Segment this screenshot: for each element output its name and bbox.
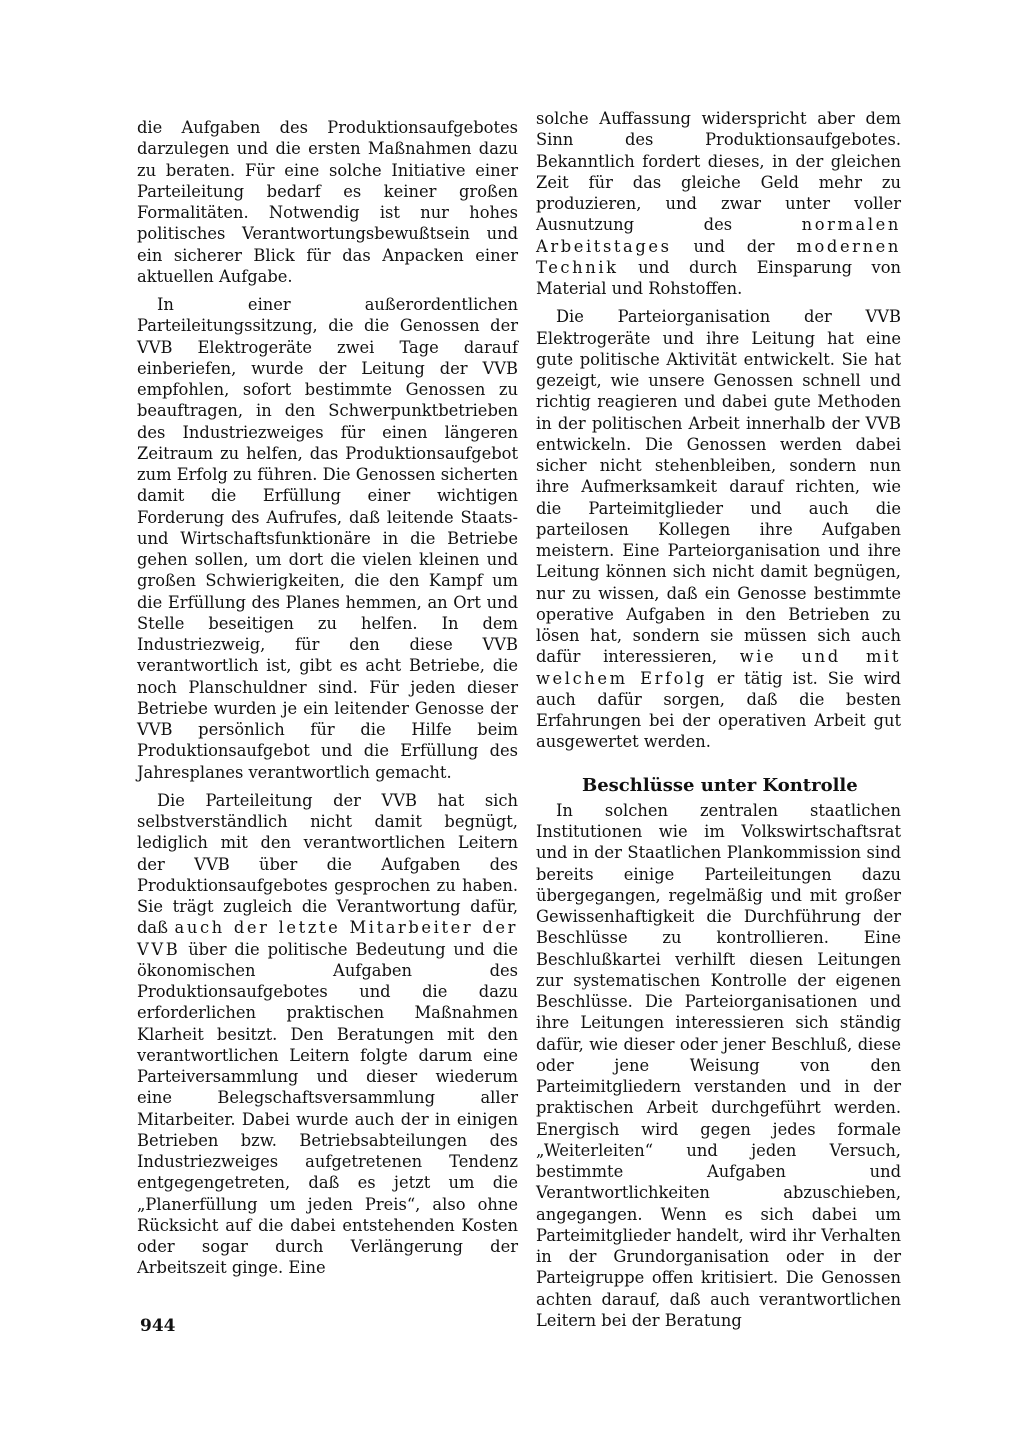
left-paragraph-2: In einer außerordentlichen Parteileitungssitzung, die die Genossen der VVB Elektrogeräte zwei Tage darauf einberiefen, wurde der Leitung der VVB empfohlen, sofort bestimmte Genossen zu beauftragen, in den Schwerpunktbetrieben des Industriezweiges für einen längeren Zeitraum zu helfen, das Produktionsaufgebot zum Erfolg zu führen. Die Genossen sicherten damit die Erfüllung einer wichtigen Forderung des Aufrufes, daß leitende Staats- und Wirtschaftsfunktionäre in die Betriebe gehen sollen, um dort die vielen kleinen und großen Schwierigkeiten, die den Kampf um die Erfüllung des Planes hemmen, an Ort und Stelle beseitigen zu helfen. In dem Industriezweig, für den diese VVB verantwortlich ist, gibt es acht Betriebe, die noch Planschuldner sind. Für jeden dieser Betriebe wurden je ein leitender Genosse der VVB persönlich für die Hilfe beim Produktionsaufgebot und die Erfüllung des Jahresplanes verantwortlich gemacht. <box>137 295 518 782</box>
right-paragraph-2-text-b: er tätig ist. Sie wird auch dafür sorgen, daß die besten Erfahrungen bei der operativen Arbeit gut ausgewertet werden. <box>536 668 901 752</box>
left-paragraph-1: die Aufgaben des Produktionsaufgebotes darzulegen und die ersten Maßnahmen dazu zu beraten. Für eine solche Initiative einer Parteileitung bedarf es keiner großen Formalitäten. Notwendig ist nur hohes politisches Verantwortungsbewußtsein und ein sicherer Blick für das Anpacken einer aktuellen Aufgabe. <box>137 118 518 286</box>
right-paragraph-1-spaced-2: modernen Technik <box>536 236 901 277</box>
left-paragraph-3 <box>137 790 518 1279</box>
page-number: 944 <box>140 1316 176 1336</box>
right-paragraph-1-text-c: und durch Einsparung von Material und Rohstoffen. <box>536 257 901 298</box>
right-paragraph-2-spaced: wie und mit welchem Erfolg <box>536 647 901 688</box>
right-column <box>536 108 901 1338</box>
right-paragraph-1 <box>536 108 901 299</box>
left-paragraph-3-text-b: über die politische Bedeutung und die ökonomischen Aufgaben des Produktionsaufgebotes und die dazu erforderlichen praktischen Maßnahmen Klarheit besitzt. Den Beratungen mit den verantwortlichen Leitern folgte darum eine Parteiversammlung und dieser wiederum eine Belegschaftsversammlung aller Mitarbeiter. Dabei wurde auch der in einigen Betrieben bzw. Betriebsabteilungen des Industriezweiges aufgetretenen Tendenz entgegengetreten, daß es jetzt um die „Planerfüllung um jeden Preis“, also ohne Rücksicht auf die dabei entstehenden Kosten oder sogar durch Verlängerung der Arbeitszeit ginge. Eine <box>137 939 518 1278</box>
left-paragraph-3-spaced: auch der letzte Mitarbeiter der VVB <box>137 918 518 959</box>
right-paragraph-2-text-a: Die Parteiorganisation der VVB Elektrogeräte und ihre Leitung hat eine gute politische Aktivität entwickelt. Sie hat gezeigt, wie unsere Genossen schnell und richtig reagieren und dabei gute Methoden in der politischen Arbeit innerhalb der VVB entwickeln. Die Genossen werden dabei sicher nicht stehenbleiben, sondern nun ihre Aufmerksamkeit darauf richten, wie die Parteimitglieder und auch die parteilosen Kollegen ihre Aufgaben meistern. Eine Parteiorganisation und ihre Leitung können sich nicht damit begnügen, nur zu wissen, daß ein Genosse bestimmte operative Aufgaben in den Betrieben zu lösen hat, sondern sie müssen sich auch dafür interessieren, <box>536 307 901 667</box>
section-heading: Beschlüsse unter Kontrolle <box>582 774 858 796</box>
right-paragraph-1-spaced-1: normalen Arbeitstages <box>536 215 901 256</box>
right-paragraph-1-text-b: und der <box>693 236 775 256</box>
right-paragraph-3: In solchen zentralen staatlichen Institutionen wie im Volkswirtschaftsrat und in der Staatlichen Plankommission sind bereits einige Parteileitungen dazu übergegangen, regelmäßig und mit großer Gewissenhaftigkeit die Durchführung der Beschlüsse zu kontrollieren. Eine Beschlußkartei verhilft diesen Leitungen zur systematischen Kontrolle der eigenen Beschlüsse. Die Parteiorganisationen und ihre Leitungen interessieren sich ständig dafür, wie dieser oder jener Beschluß, diese oder jene Weisung von den Parteimitgliedern verstanden und in der praktischen Arbeit durchgeführt werden. Energisch wird gegen jedes formale „Weiterleiten“ und jeden Versuch, bestimmte Aufgaben und Verantwortlichkeiten abzuschieben, angegangen. Wenn es sich dabei um Parteimitglieder handelt, wird ihr Verhalten in der Grundorganisation oder in der Parteigruppe offen kritisiert. Die Genossen achten darauf, daß auch verantwortlichen Leitern bei der Beratung <box>536 800 901 1330</box>
right-paragraph-1-text-a: solche Auffassung widerspricht aber dem Sinn des Produktionsaufgebotes. Bekanntlich fordert dieses, in der gleichen Zeit für das gleiche Geld mehr zu produzieren, und zwar unter voller Ausnutzung des <box>536 109 901 235</box>
right-paragraph-2 <box>536 306 901 752</box>
left-paragraph-3-text-a: Die Parteileitung der VVB hat sich selbstverständlich nicht damit begnügt, lediglich mit den verantwortlichen Leitern der VVB über die Aufgaben des Produktionsaufgebotes gesprochen zu haben. Sie trägt zugleich die Verantwortung dafür, daß <box>137 790 518 938</box>
left-column <box>137 117 518 1286</box>
